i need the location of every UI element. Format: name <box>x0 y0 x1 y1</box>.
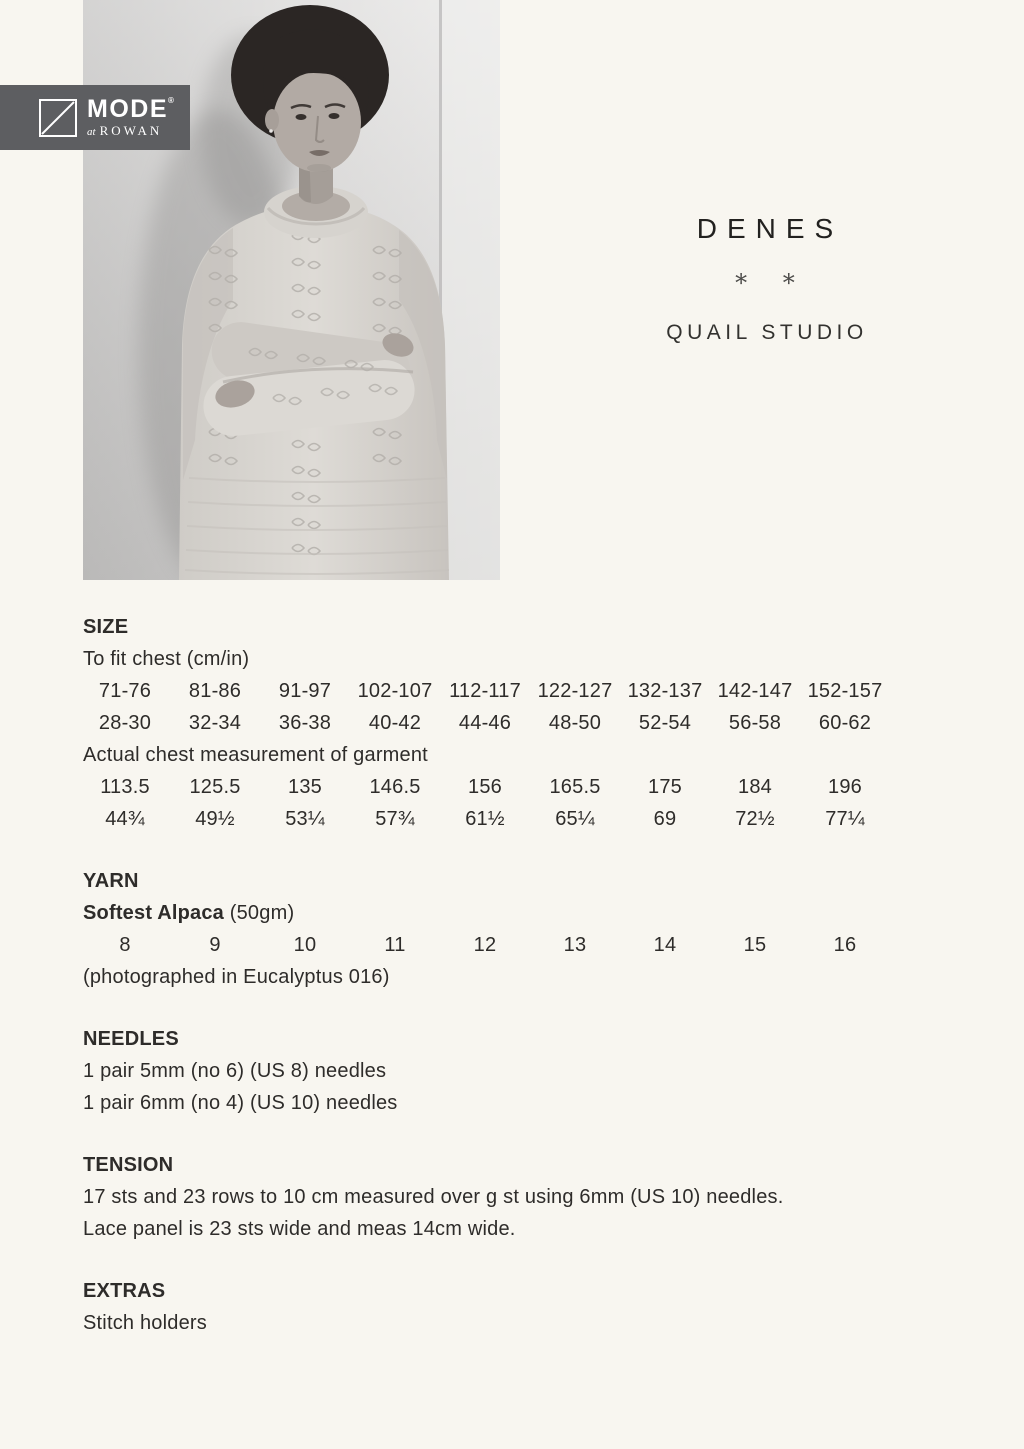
to-fit-cm-value: 112-117 <box>449 680 521 702</box>
logo-brand-line <box>87 97 174 122</box>
header-block <box>640 213 890 345</box>
to-fit-in-value: 56-58 <box>728 712 782 734</box>
yarn-name: Softest Alpaca <box>83 902 224 924</box>
needles-line: 1 pair 6mm (no 4) (US 10) needles <box>83 1092 398 1114</box>
to-fit-cm-value: 152-157 <box>807 680 883 702</box>
actual-cm-value: 156 <box>468 776 502 798</box>
to-fit-cm-value: 122-127 <box>537 680 613 702</box>
yarn-quantity-value: 13 <box>563 934 587 956</box>
actual-cm-value: 135 <box>288 776 322 798</box>
yarn-heading: YARN <box>83 870 139 892</box>
to-fit-in-value: 52-54 <box>638 712 692 734</box>
actual-cm-value: 125.5 <box>189 776 241 798</box>
to-fit-cm-value: 91-97 <box>278 680 332 702</box>
extras-heading: EXTRAS <box>83 1280 166 1302</box>
logo-trademark: ® <box>168 96 174 105</box>
needles-line: 1 pair 5mm (no 6) (US 8) needles <box>83 1060 387 1082</box>
needles-section <box>83 1023 943 1119</box>
yarn-section <box>83 865 943 993</box>
actual-cm-value: 113.5 <box>100 776 150 798</box>
logo-sub-line <box>87 124 174 138</box>
logo-sub-prefix: at <box>87 126 96 138</box>
actual-in-value: 49½ <box>195 808 235 830</box>
yarn-quantity-value: 14 <box>653 934 677 956</box>
actual-in-value: 72½ <box>735 808 775 830</box>
actual-in-value: 69 <box>653 808 677 830</box>
actual-cm-row <box>80 771 943 803</box>
size-to-fit-label: To fit chest (cm/in) <box>83 648 250 670</box>
to-fit-cm-value: 132-137 <box>627 680 703 702</box>
pattern-specs <box>83 611 943 1339</box>
yarn-quantity-value: 16 <box>833 934 857 956</box>
yarn-name-line <box>83 897 943 929</box>
to-fit-in-value: 36-38 <box>278 712 332 734</box>
needles-lines <box>83 1055 943 1119</box>
actual-in-value: 57¾ <box>375 808 415 830</box>
actual-cm-value: 175 <box>648 776 682 798</box>
to-fit-cm-value: 81-86 <box>188 680 242 702</box>
actual-cm-value: 196 <box>828 776 862 798</box>
extras-section <box>83 1275 943 1339</box>
actual-in-value: 53¼ <box>285 808 325 830</box>
actual-in-row <box>80 803 943 835</box>
yarn-weight: (50gm) <box>229 902 295 924</box>
extras-lines <box>83 1307 943 1339</box>
actual-in-value: 61½ <box>465 808 505 830</box>
size-section <box>83 611 943 835</box>
yarn-quantity-value: 15 <box>743 934 767 956</box>
yarn-quantity-value: 9 <box>209 934 221 956</box>
to-fit-cm-row <box>80 675 943 707</box>
tension-line: Lace panel is 23 sts wide and meas 14cm wide. <box>83 1218 516 1240</box>
actual-cm-value: 165.5 <box>549 776 601 798</box>
logo-text <box>87 97 174 138</box>
logo-brand-text: MODE <box>87 95 168 123</box>
logo-sub-brand: ROWAN <box>99 123 163 138</box>
size-heading: SIZE <box>83 616 129 638</box>
to-fit-in-value: 44-46 <box>458 712 512 734</box>
actual-cm-value: 146.5 <box>369 776 421 798</box>
designer-name: QUAIL STUDIO <box>666 321 868 344</box>
actual-in-value: 44¾ <box>105 808 145 830</box>
to-fit-in-value: 32-34 <box>188 712 242 734</box>
to-fit-cm-value: 71-76 <box>98 680 152 702</box>
difficulty-rating: * * <box>735 269 809 297</box>
to-fit-in-row <box>80 707 943 739</box>
to-fit-in-value: 40-42 <box>368 712 422 734</box>
extras-line: Stitch holders <box>83 1312 207 1334</box>
tension-heading: TENSION <box>83 1154 174 1176</box>
yarn-quantities-row <box>80 929 943 961</box>
to-fit-in-value: 48-50 <box>548 712 602 734</box>
yarn-quantity-value: 12 <box>473 934 497 956</box>
yarn-quantity-value: 11 <box>384 934 406 956</box>
actual-in-value: 65¼ <box>555 808 595 830</box>
square-diagonal-icon <box>38 98 78 138</box>
yarn-quantity-value: 10 <box>293 934 317 956</box>
actual-chest-label: Actual chest measurement of garment <box>83 744 428 766</box>
actual-cm-value: 184 <box>738 776 772 798</box>
tension-line: 17 sts and 23 rows to 10 cm measured over g st using 6mm (US 10) needles. <box>83 1186 784 1208</box>
tension-section <box>83 1149 943 1245</box>
needles-heading: NEEDLES <box>83 1028 179 1050</box>
mode-at-rowan-logo <box>0 85 190 150</box>
to-fit-cm-value: 102-107 <box>357 680 433 702</box>
page-title: DENES <box>696 213 844 244</box>
yarn-quantity-value: 8 <box>119 934 131 956</box>
to-fit-in-value: 60-62 <box>818 712 872 734</box>
actual-in-value: 77¼ <box>825 808 865 830</box>
to-fit-cm-value: 142-147 <box>717 680 793 702</box>
to-fit-in-value: 28-30 <box>98 712 152 734</box>
tension-lines <box>83 1181 943 1245</box>
yarn-photo-note: (photographed in Eucalyptus 016) <box>83 966 390 988</box>
